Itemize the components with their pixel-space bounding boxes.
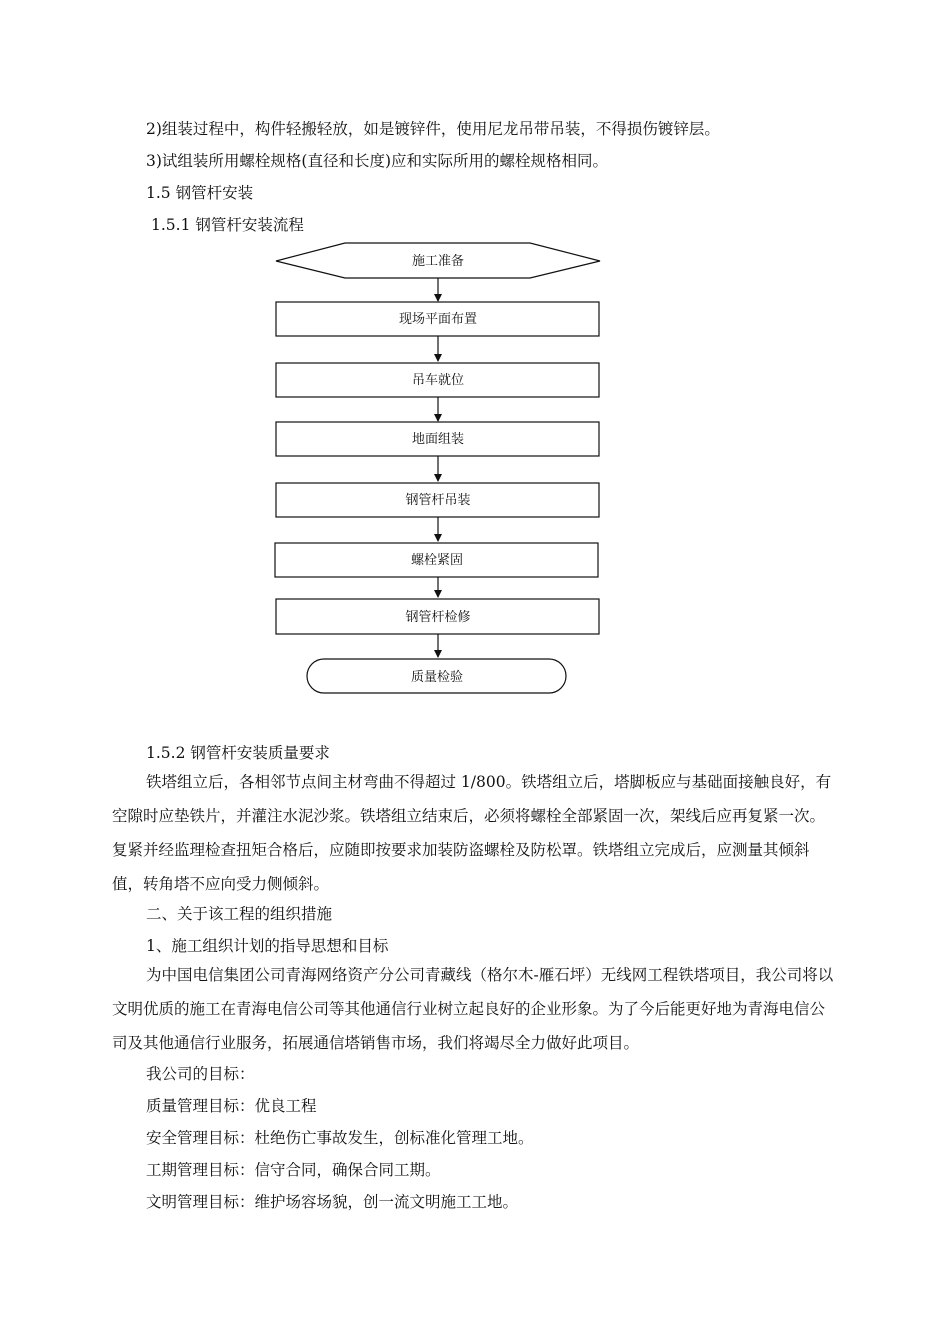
section-heading-1-5-1: 1.5.1 钢管杆安装流程: [151, 216, 304, 234]
guiding-paragraph: 为中国电信集团公司青海网络资产分公司青藏线（格尔木-雁石坪）无线网工程铁塔项目，我公司将以文明优质的施工在青海电信公司等其他通信行业树立起良好的企业形象。为了今后能更好地为青海电信公司及其他通信行业服务，拓展通信塔销售市场，我们将竭尽全力做好此项目。: [112, 966, 834, 1052]
section-sub-heading: 1、施工组织计划的指导思想和目标: [146, 937, 389, 955]
flow-step-label: 钢管杆检修: [405, 610, 471, 625]
text-line: 2)组装过程中，构件轻搬轻放，如是镀锌件，使用尼龙吊带吊装，不得损伤镀锌层。: [146, 120, 720, 138]
section-heading-1-5-2: 1.5.2 钢管杆安装质量要求: [146, 744, 330, 762]
flow-step-label: 吊车就位: [411, 373, 465, 388]
flow-end-label: 质量检验: [410, 670, 464, 685]
section-heading-1-5: 1.5 钢管杆安装: [146, 184, 254, 202]
goal-item: 文明管理目标：维护场容场貌，创一流文明施工工地。: [146, 1193, 519, 1211]
goals-title: 我公司的目标：: [146, 1065, 255, 1083]
goal-item: 质量管理目标：优良工程: [146, 1097, 317, 1115]
flow-start-label: 施工准备: [411, 254, 465, 269]
goal-item: 安全管理目标：杜绝伤亡事故发生，创标准化管理工地。: [146, 1129, 534, 1147]
flow-step-label: 现场平面布置: [398, 312, 478, 327]
section-heading-2: 二、关于该工程的组织措施: [146, 905, 333, 923]
text-line: 3)试组装所用螺栓规格(直径和长度)应和实际所用的螺栓规格相同。: [146, 152, 609, 170]
flow-step-label: 地面组装: [411, 432, 465, 447]
flow-step-label: 钢管杆吊装: [405, 493, 471, 508]
goal-item: 工期管理目标：信守合同，确保合同工期。: [146, 1161, 441, 1179]
quality-paragraph: 铁塔组立后，各相邻节点间主材弯曲不得超过 1/800。铁塔组立后，塔脚板应与基础面接触良好，有空隙时应垫铁片，并灌注水泥沙浆。铁塔组立结束后，必须将螺栓全部紧固一次，架线后应再复紧一次。复紧并经监理检查扭矩合格后，应随即按要求加装防盗螺栓及防松罩。铁塔组立完成后，应测量其倾斜值，转角塔不应向受力侧倾斜。: [112, 773, 832, 893]
flow-step-label: 螺栓紧固: [410, 553, 464, 568]
